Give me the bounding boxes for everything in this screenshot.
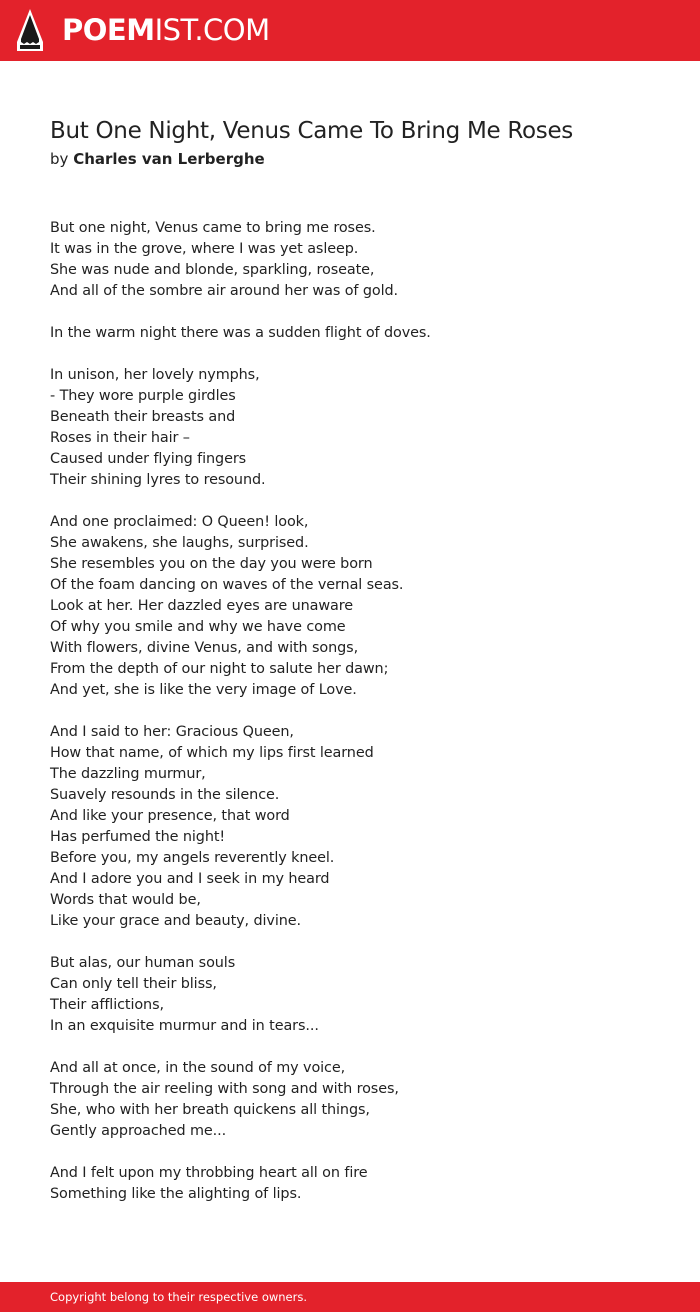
poem-line: Their shining lyres to resound. bbox=[50, 472, 266, 488]
poem-stanza bbox=[50, 218, 670, 302]
poem-line: Suavely resounds in the silence. bbox=[50, 787, 280, 803]
poem-line: In unison, her lovely nymphs, bbox=[50, 367, 260, 383]
poem-line: Like your grace and beauty, divine. bbox=[50, 913, 301, 929]
poem-line: She awakens, she laughs, surprised. bbox=[50, 535, 309, 551]
byline-prefix: by bbox=[50, 150, 69, 168]
poem-stanza bbox=[50, 722, 670, 932]
poem-line: Before you, my angels reverently kneel. bbox=[50, 850, 335, 866]
author-name: Charles van Lerberghe bbox=[73, 150, 265, 168]
poem-line: She resembles you on the day you were born bbox=[50, 556, 373, 572]
poem-line: In an exquisite murmur and in tears... bbox=[50, 1018, 319, 1034]
poem-stanza bbox=[50, 953, 670, 1037]
poem-stanza bbox=[50, 365, 670, 491]
poem-line: It was in the grove, where I was yet asleep. bbox=[50, 241, 359, 257]
poem-line: Words that would be, bbox=[50, 892, 201, 908]
poem-line: Of why you smile and why we have come bbox=[50, 619, 346, 635]
poem-line: And I felt upon my throbbing heart all on fire bbox=[50, 1165, 368, 1181]
poem-line: Caused under flying fingers bbox=[50, 451, 247, 467]
poem-stanza bbox=[50, 512, 670, 701]
poem-line: Can only tell their bliss, bbox=[50, 976, 217, 992]
poem-line: But alas, our human souls bbox=[50, 955, 236, 971]
poem-line: And one proclaimed: O Queen! look, bbox=[50, 514, 309, 530]
poem-line: Has perfumed the night! bbox=[50, 829, 226, 845]
logo-bold-text: POEM bbox=[62, 13, 155, 47]
poem-stanza bbox=[50, 1058, 670, 1142]
site-header bbox=[0, 0, 700, 61]
poem-line: Something like the alighting of lips. bbox=[50, 1186, 302, 1202]
poem-line: Look at her. Her dazzled eyes are unaware bbox=[50, 598, 353, 614]
poem-line: Gently approached me... bbox=[50, 1123, 227, 1139]
poem-line: Of the foam dancing on waves of the vernal seas. bbox=[50, 577, 404, 593]
poem-line: Their afflictions, bbox=[50, 997, 164, 1013]
site-logo-link[interactable] bbox=[62, 12, 270, 48]
poem-line: She, who with her breath quickens all things, bbox=[50, 1102, 370, 1118]
poem-line: Roses in their hair – bbox=[50, 430, 190, 446]
poem-line: But one night, Venus came to bring me roses. bbox=[50, 220, 376, 236]
poem-line: And like your presence, that word bbox=[50, 808, 290, 824]
poem-line: She was nude and blonde, sparkling, roseate, bbox=[50, 262, 375, 278]
poem-line: The dazzling murmur, bbox=[50, 766, 206, 782]
poem-line: Through the air reeling with song and with roses, bbox=[50, 1081, 399, 1097]
site-footer bbox=[0, 1282, 700, 1312]
poem-line: From the depth of our night to salute her dawn; bbox=[50, 661, 389, 677]
poem-line: How that name, of which my lips first learned bbox=[50, 745, 374, 761]
poem-line: And I said to her: Gracious Queen, bbox=[50, 724, 294, 740]
poem-line: With flowers, divine Venus, and with songs, bbox=[50, 640, 359, 656]
poem-line: And all at once, in the sound of my voice, bbox=[50, 1060, 346, 1076]
poem-line: In the warm night there was a sudden flight of doves. bbox=[50, 325, 431, 341]
poem-line: And all of the sombre air around her was of gold. bbox=[50, 283, 398, 299]
poem-line: And yet, she is like the very image of Love. bbox=[50, 682, 357, 698]
logo-light-text: IST.COM bbox=[154, 13, 270, 47]
poem-title: But One Night, Venus Came To Bring Me Roses bbox=[50, 118, 573, 144]
copyright-text: Copyright belong to their respective owners. bbox=[50, 1290, 308, 1304]
poem-stanza bbox=[50, 323, 670, 344]
poem-line: Beneath their breasts and bbox=[50, 409, 236, 425]
poem-line: And I adore you and I seek in my heard bbox=[50, 871, 330, 887]
poem-line: - They wore purple girdles bbox=[50, 388, 236, 404]
byline bbox=[50, 148, 265, 170]
pencil-tip-icon bbox=[17, 9, 43, 51]
poem-body bbox=[50, 218, 670, 1226]
poem-stanza bbox=[50, 1163, 670, 1205]
